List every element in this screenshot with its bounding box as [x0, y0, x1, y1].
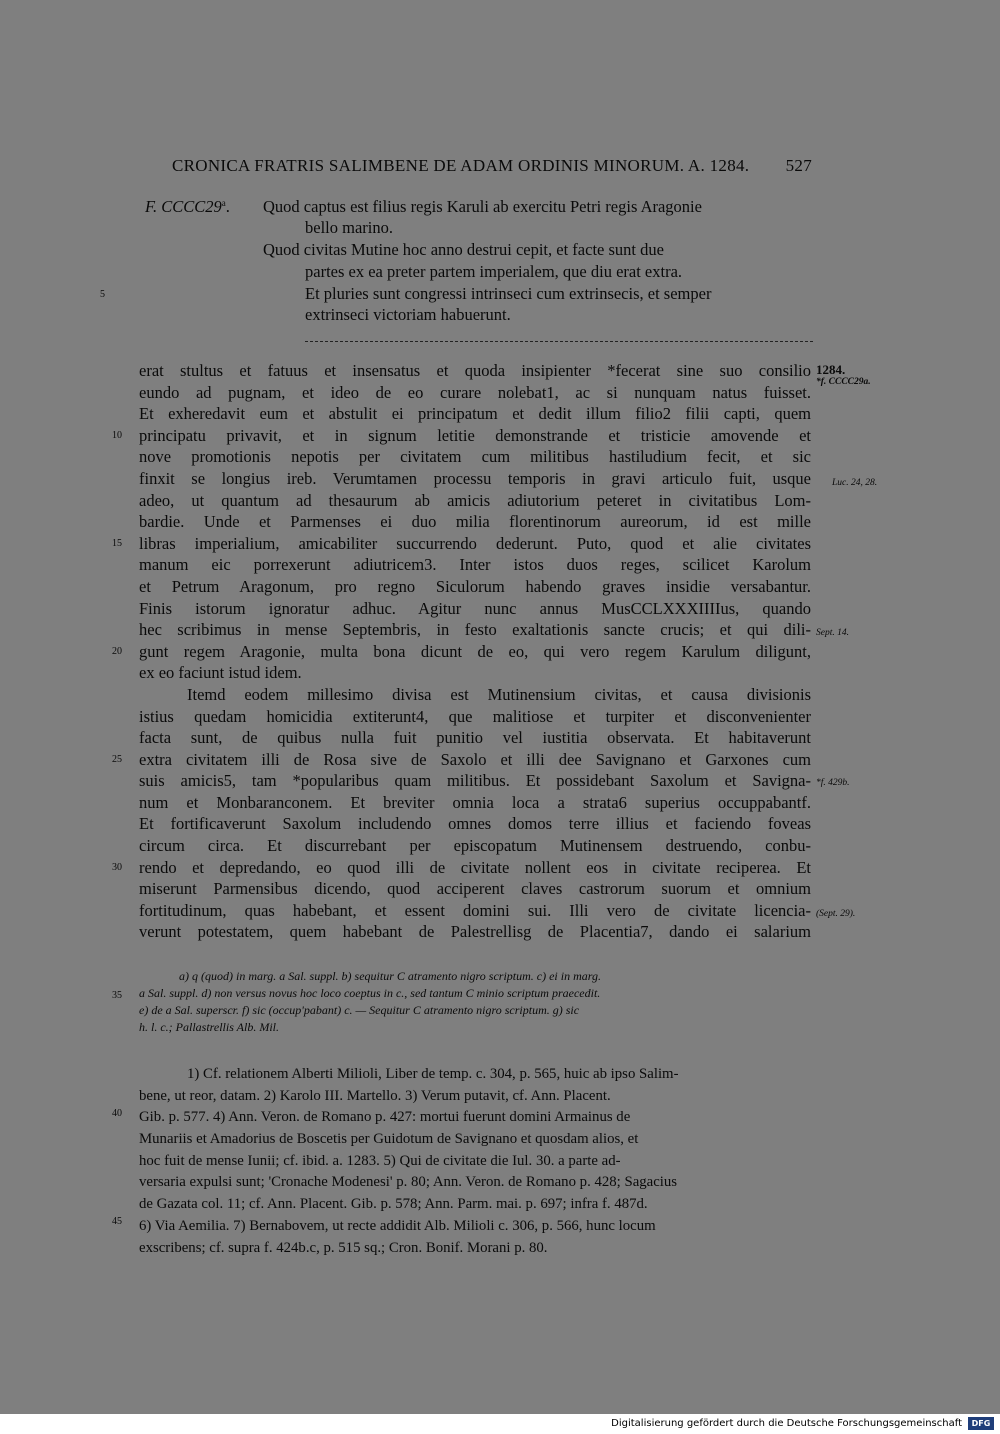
rubric-line: bello marino.	[305, 218, 393, 237]
folio-label: F. CCCC29$^a$.	[145, 197, 230, 216]
line-number: 35	[112, 990, 122, 1001]
rubric-line: Quod captus est filius regis Karuli ab exercitu Petri regis Aragonie	[263, 197, 702, 216]
footer-credit: Digitalisierung gefördert durch die Deutsche Forschungsgemeinschaft	[611, 1418, 962, 1429]
text-line: gunt regem Aragonie, multa bona dicunt de eo, qui vero regem Karulum diligunt,	[139, 641, 811, 661]
line-number: 5	[100, 289, 105, 300]
text-line: suis amicis5, tam *popularibus quam militibus. Et possidebant Saxolum et Savigna-	[139, 771, 811, 791]
footnote-line: exscribens; cf. supra f. 424b.c, p. 515 sq.; Cron. Bonif. Morani p. 80.	[139, 1239, 548, 1256]
main-text	[139, 360, 811, 943]
text-line: extra civitatem illi de Rosa sive de Saxolo et illi dee Savignano et Garxones cum	[139, 749, 811, 769]
page-number: 527	[785, 156, 812, 175]
rubric-line: Quod civitas Mutine hoc anno destrui cepit, et facte sunt due	[263, 240, 664, 259]
rubric-line: Et pluries sunt congressi intrinseci cum extrinsecis, et semper	[305, 284, 712, 303]
margin-folio: *f. 429b.	[816, 778, 850, 788]
text-line: rendo et depredando, eo quod illi de civitate nollent eos in civitate reciperea. Et	[139, 857, 811, 877]
rubric-line: extrinseci victoriam habuerunt.	[305, 305, 511, 324]
footnote-line: de Gazata col. 11; cf. Ann. Placent. Gib. p. 578; Ann. Parm. mai. p. 697; infra f. 487d.	[139, 1196, 648, 1213]
text-line: istius quedam homicidia extiterunt4, que malitiose et turpiter et disconvenienter	[139, 706, 811, 726]
text-line: fortitudinum, quas habebant, et essent domini sui. Illi vero de civitate licencia-	[139, 900, 811, 920]
line-number: 30	[112, 862, 122, 873]
text-line: et Petrum Aragonum, pro regno Siculorum habendo graves insidie versabantur.	[139, 576, 811, 596]
text-line: manum eic porrexerunt adiutricem3. Inter istos duos reges, scilicet Karolum	[139, 555, 811, 575]
line-number: 40	[112, 1108, 122, 1119]
note-line: e) de a Sal. superscr. f) sic (occup'pabant) c. — Sequitur C atramento nigro scriptum. g) sic	[139, 1003, 580, 1017]
rubric-separator	[305, 341, 813, 342]
text-line: principatu privavit, et in signum letitie demonstrande et tristicie amovende et	[139, 425, 811, 445]
margin-date: Sept. 14.	[816, 628, 849, 638]
text-line: hec scribimus in mense Septembris, in festo exaltationis sancte crucis; et qui dili-	[139, 620, 811, 640]
footnotes	[139, 1064, 811, 1259]
text-line: num et Monbaranconem. Et breviter omnia loca a strata6 superius occuppabantf.	[139, 792, 811, 812]
line-number: 10	[112, 430, 122, 441]
dfg-logo: DFG	[968, 1417, 994, 1430]
footnote-line: 1) Cf. relationem Alberti Milioli, Liber de temp. c. 304, p. 565, huic ab ipso Salim-	[187, 1066, 679, 1082]
margin-year: 1284.	[816, 362, 846, 377]
footnote-line: Munariis et Amadorius de Boscetis per Guidotum de Savignano et quosdam alios, et	[139, 1131, 639, 1148]
footnote-line: versaria expulsi sunt; 'Cronache Modenesi' p. 80; Ann. Veron. de Romano p. 428; Sagacius	[139, 1174, 678, 1191]
text-line: libras imperialium, amicabiliter succurrendo dederunt. Puto, quod et alie civitates	[139, 533, 811, 553]
rubric-line: partes ex ea preter partem imperialem, que diu erat extra.	[305, 262, 683, 281]
text-line: erat stultus et fatuus et insensatus et quoda insipienter *fecerat sine suo consilio	[139, 361, 811, 380]
text-line: eundo ad pugnam, et ideo de eo curare nolebat1, ac si nunquam natus fuisset.	[139, 382, 811, 402]
footnote-line: 6) Via Aemilia. 7) Bernabovem, ut recte addidit Alb. Milioli c. 306, p. 566, hunc locum	[139, 1217, 656, 1234]
line-number: 45	[112, 1216, 122, 1227]
margin-date: (Sept. 29).	[816, 909, 856, 919]
running-title: CRONICA FRATRIS SALIMBENE DE ADAM ORDINIS MINORUM. A. 1284.	[172, 156, 750, 175]
footnote-line: hoc fuit de mense Iunii; cf. ibid. a. 1283. 5) Qui de civitate die Iul. 30. a parte ad-	[139, 1152, 621, 1169]
text-line: miserunt Parmensibus dicendo, quod acciperent claves castrorum suorum et omnium	[139, 879, 811, 899]
text-line: circum circa. Et discurrebant per episcopatum Mutinensem destruendo, conbu-	[139, 836, 811, 856]
text-line: nove promotionis nepotis per civitatem cum militibus hastiludium fecit, et sic	[139, 447, 811, 467]
critical-apparatus	[139, 968, 811, 1036]
text-line: bardie. Unde et Parmenses ei duo milia florentinorum aureorum, id est mille	[139, 512, 811, 532]
margin-folio: *f. CCCC29a.	[816, 377, 871, 387]
text-line: Itemd eodem millesimo divisa est Mutinensium civitas, et causa divisionis	[187, 684, 811, 704]
text-line: Et exheredavit eum et abstulit ei principatum et dedit illum filio2 filii capti, quem	[139, 404, 811, 424]
note-line: a Sal. suppl. d) non versus novus hoc loco coeptus in c., sed tantum C minio scriptum praecedit.	[139, 986, 601, 1000]
text-line: verunt potestatem, quem habebant de Palestrellisg de Placentia7, dando ei salarium	[139, 922, 811, 942]
footnote-line: Gib. p. 577. 4) Ann. Veron. de Romano p. 427: mortui fuerunt domini Armainus de	[139, 1109, 631, 1126]
line-number: 25	[112, 754, 122, 765]
text-line: Finis istorum ignoratur adhuc. Agitur nunc annus MusCCLXXXIIIIus, quando	[139, 598, 811, 618]
note-line: h. l. c.; Pallastrellis Alb. Mil.	[139, 1020, 279, 1034]
text-line: ex eo faciunt istud idem.	[139, 663, 302, 683]
line-number: 15	[112, 538, 122, 549]
margin-reference: Luc. 24, 28.	[832, 478, 878, 488]
text-line: adeo, ut quantum ad thesaurum ab amicis adiutorium peteret in civitatibus Lom-	[139, 490, 811, 510]
text-line: facta sunt, de quibus nulla fuit punitio vel iustitia observata. Et habitaverunt	[139, 728, 811, 748]
line-number: 20	[112, 646, 122, 657]
text-line: Et fortificaverunt Saxolum includendo omnes domos terre illius et faciendo foveas	[139, 814, 811, 834]
text-line: finxit se longius ireb. Verumtamen processu temporis in gravi articulo fuit, usque	[139, 468, 811, 488]
note-line: a) q (quod) in marg. a Sal. suppl. b) sequitur C atramento nigro scriptum. c) ei in marg.	[179, 969, 601, 983]
footnote-line: bene, ut reor, datam. 2) Karolo III. Martello. 3) Verum putavit, cf. Ann. Placent.	[139, 1087, 611, 1104]
running-header	[172, 156, 812, 176]
